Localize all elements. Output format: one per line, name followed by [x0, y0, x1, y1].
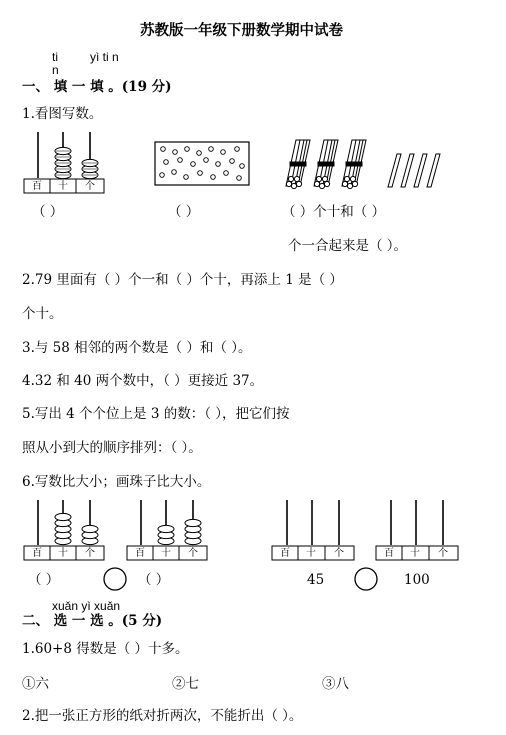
place-label-ones: 个	[85, 181, 95, 192]
place-label-ones: 个	[188, 548, 198, 559]
compare-number-left: 45	[307, 572, 325, 588]
place-label-hundreds: 百	[384, 548, 394, 559]
section-heading: 一、 填 一 填 。(19 分)	[22, 79, 172, 95]
question-6-label: 6.写数比大小；画珠子比大小。	[22, 474, 211, 490]
place-label-tens: 十	[306, 548, 316, 559]
pinyin-annotation: ti	[52, 50, 58, 64]
place-label-tens: 十	[58, 181, 68, 192]
place-label-tens: 十	[58, 548, 68, 559]
section-2-question-1: 1.60+8 得数是（ ）十多。	[22, 641, 189, 657]
question-3: 3.与 58 相邻的两个数是（ ）和（ ）。	[22, 340, 252, 356]
pinyin-annotation: xuǎn yì xuǎn	[52, 599, 121, 613]
compare-circle[interactable]	[104, 568, 126, 590]
place-label-tens: 十	[161, 548, 171, 559]
answer-blank[interactable]: 个一合起来是（ ）。	[288, 238, 408, 254]
section-2-question-2: 2.把一张正方形的纸对折两次，不能折出（ ）。	[22, 708, 303, 724]
compare-number-right: 100	[404, 572, 430, 588]
question-2: 2.79 里面有（ ）个一和（ ）个十，再添上 1 是（ ）	[22, 272, 343, 288]
answer-blank[interactable]: （ ）个十和（ ）	[282, 204, 386, 220]
question-2-continued: 个十。	[22, 306, 63, 322]
page-title: 苏教版一年级下册数学期中试卷	[140, 22, 343, 39]
place-label-ones: 个	[438, 548, 448, 559]
question-1-label: 1.看图写数。	[22, 106, 103, 122]
place-label-hundreds: 百	[280, 548, 290, 559]
place-label-tens: 十	[410, 548, 420, 559]
option-c[interactable]: ③八	[322, 676, 349, 692]
question-4: 4.32 和 40 两个数中，（ ）更接近 37。	[22, 373, 264, 389]
place-label-hundreds: 百	[135, 548, 145, 559]
answer-blank[interactable]: （ ）	[32, 204, 64, 220]
dots-box	[155, 142, 249, 185]
section-heading: 二、 选 一 选 。(5 分)	[22, 613, 163, 629]
place-label-ones: 个	[334, 548, 344, 559]
answer-blank[interactable]: （ ）	[168, 204, 200, 220]
option-a[interactable]: ①六	[22, 676, 49, 692]
place-label-ones: 个	[85, 548, 95, 559]
stick-bundles	[286, 140, 440, 189]
option-b[interactable]: ②七	[172, 676, 199, 692]
question-5: 5.写出 4 个个位上是 3 的数：（ ），把它们按	[22, 406, 290, 422]
answer-blank[interactable]: （ ）	[28, 572, 60, 588]
place-label-hundreds: 百	[32, 548, 42, 559]
question-5-continued: 照从小到大的顺序排列：（ ）。	[22, 440, 202, 456]
answer-blank[interactable]: （ ）	[138, 572, 170, 588]
place-label-hundreds: 百	[32, 181, 42, 192]
pinyin-annotation: n	[52, 63, 59, 77]
compare-circle[interactable]	[355, 568, 377, 590]
pinyin-annotation: yì ti n	[90, 50, 119, 64]
